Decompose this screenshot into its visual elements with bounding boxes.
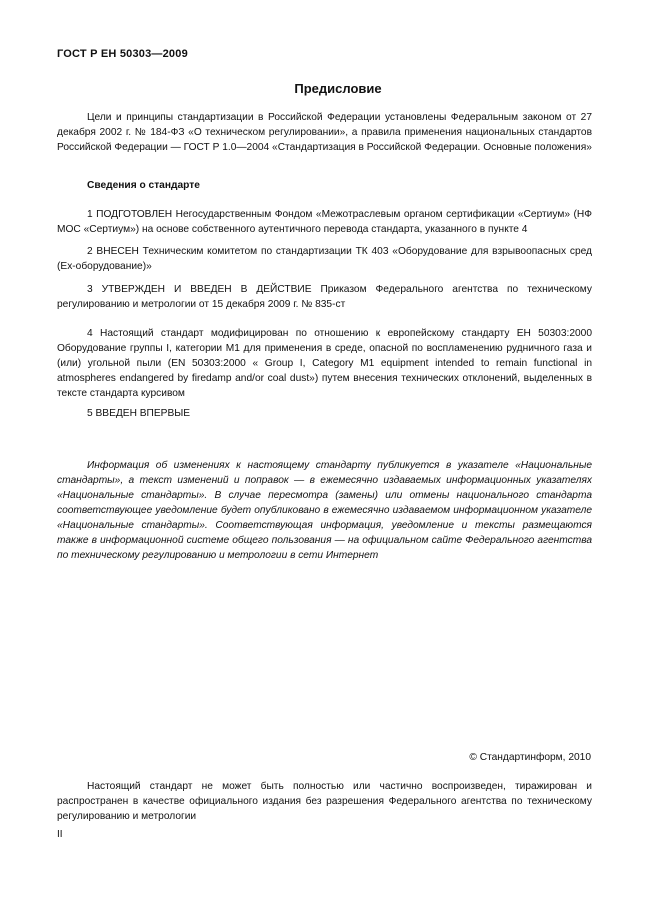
item-1-paragraph (57, 207, 592, 237)
item-3-paragraph (57, 282, 592, 312)
item-2-paragraph (57, 244, 592, 274)
item-4-paragraph (57, 326, 592, 401)
item-3-text: 3 УТВЕРЖДЕН И ВВЕДЕН В ДЕЙСТВИЕ Приказом Федерального агентства по техническому регулированию и метрологии от 15 декабря 2009 г. № 835-ст (57, 284, 592, 310)
about-standard-heading: Сведения о стандарте (87, 180, 200, 191)
intro-paragraph (57, 110, 592, 155)
restriction-text: Настоящий стандарт не может быть полностью или частично воспроизведен, тиражирован и распространен в качестве официального издания без разрешения Федерального агентства по техническому регулированию и метрологии (57, 781, 592, 822)
page-number: II (57, 829, 63, 840)
item-5-text: 5 ВВЕДЕН ВПЕРВЫЕ (87, 408, 191, 419)
item-5-paragraph (57, 406, 592, 421)
notice-paragraph (57, 458, 592, 563)
intro-text: Цели и принципы стандартизации в Российской Федерации установлены Федеральным законом от 27 декабря 2002 г. № 184-ФЗ «О техническом регулировании», а правила применения национальных стандартов Российской Федерации — ГОСТ Р 1.0—2004 «Стандартизация в Российской Федерации. Основные положения» (57, 112, 592, 153)
document-header: ГОСТ Р ЕН 50303—2009 (57, 48, 188, 60)
restriction-paragraph (57, 779, 592, 824)
item-4-text: 4 Настоящий стандарт модифицирован по отношению к европейскому стандарту ЕН 50303:2000 Оборудование группы I, категории М1 для применения в среде, опасной по воспламенению рудничного газа и (или) угольной пыли (EN 50303:2000 « Group I, Category M1 equipment intended to remain functional in atmospheres endangered by firedamp and/or coal dust») путем внесения технических отклонений, выделенных в тексте стандарта курсивом (57, 328, 592, 399)
copyright-notice: © Стандартинформ, 2010 (469, 752, 591, 763)
notice-text: Информация об изменениях к настоящему стандарту публикуется в указателе «Национальные стандарты», а текст изменений и поправок — в ежемесячно издаваемых информационных указателях «Национальные стандарты». В случае пересмотра (замены) или отмены национального стандарта соответствующее уведомление будет опубликовано в ежемесячно издаваемом информационном указателе «Национальные стандарты». Соответствующая информация, уведомление и тексты размещаются также в информационной системе общего пользования — на официальном сайте Федерального агентства по техническому регулированию и метрологии в сети Интернет (57, 460, 592, 561)
page-title: Предисловие (294, 81, 382, 96)
item-1-text: 1 ПОДГОТОВЛЕН Негосударственным Фондом «Межотраслевым органом сертификации «Сертиум» (НФ МОС «Сертиум») на основе собственного аутентичного перевода стандарта, указанного в пункте 4 (57, 209, 592, 235)
item-2-text: 2 ВНЕСЕН Техническим комитетом по стандартизации ТК 403 «Оборудование для взрывоопасных сред (Ех-оборудование)» (57, 246, 592, 272)
